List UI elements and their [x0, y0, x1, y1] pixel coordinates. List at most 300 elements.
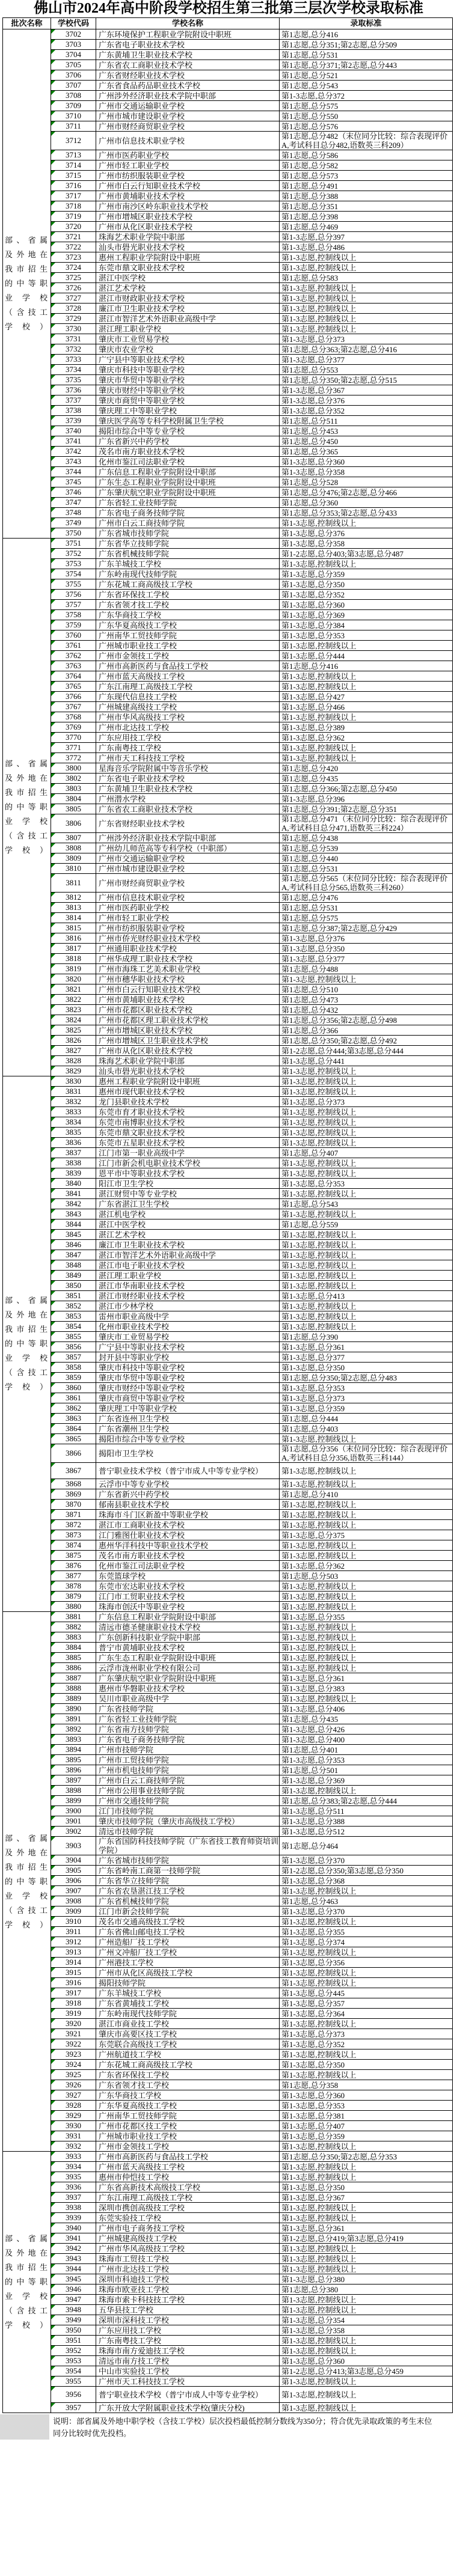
table-row — [3, 1816, 453, 1827]
school-name-cell: 湛江理工职业学校 — [96, 1271, 280, 1281]
school-code-cell: 3822 — [51, 995, 96, 1005]
green-triangle-icon — [51, 579, 55, 584]
table-row — [3, 579, 453, 590]
school-name-cell: 肇庆市工业贸易学校 — [96, 334, 280, 344]
standard-cell: 第1-3志愿,总分486 — [280, 242, 453, 252]
green-triangle-icon — [51, 2366, 55, 2370]
table-row — [3, 2315, 453, 2325]
green-triangle-icon — [51, 1342, 55, 1346]
school-name-cell: 汕头市礐光职业技术学校 — [96, 242, 280, 252]
school-name-cell: 广东羊城技工学校 — [96, 1988, 280, 1998]
standard-cell: 第1-3志愿,控制线以上 — [280, 1322, 453, 1332]
school-name-cell: 广州市花都区技工学校 — [96, 2121, 280, 2131]
green-triangle-icon — [51, 40, 55, 44]
school-name-cell: 雷州市职业高级中学 — [96, 1311, 280, 1322]
school-code-cell: 3887 — [51, 1673, 96, 1683]
table-row — [3, 1673, 453, 1683]
green-triangle-icon — [51, 2029, 55, 2033]
table-row — [3, 2244, 453, 2254]
standard-cell: 第1志愿,总分388 — [280, 191, 453, 201]
green-triangle-icon — [51, 528, 55, 533]
school-name-cell: 广州文冲船厂技工学校 — [96, 1947, 280, 1958]
standard-cell: 第1-3志愿,控制线以上 — [280, 671, 453, 682]
standard-cell: 第1-3志愿,总分427 — [280, 692, 453, 702]
standard-cell: 第1-3志愿,总分370 — [280, 1855, 453, 1866]
standard-cell: 第1志愿,总分473 — [280, 995, 453, 1005]
school-name-cell: 肇庆市商贸中等职业学校 — [96, 395, 280, 406]
green-triangle-icon — [51, 518, 55, 522]
school-name-cell: 清远市南方技工学校 — [96, 2356, 280, 2366]
school-code-cell: 3912 — [51, 1937, 96, 1947]
standard-cell: 第1-3志愿,控制线以上 — [280, 2264, 453, 2274]
school-code-cell: 3957 — [51, 2403, 96, 2413]
school-code-cell: 3950 — [51, 2325, 96, 2336]
school-name-cell: 湛江市智洋艺术外语职业高级中学 — [96, 1250, 280, 1260]
school-code-cell: 3765 — [51, 682, 96, 692]
standard-cell: 第1志愿,总分575 — [280, 101, 453, 111]
green-triangle-icon — [51, 375, 55, 379]
standard-cell: 第1-3志愿,控制线以上 — [280, 2162, 453, 2172]
school-name-cell: 珠海市欧亚技工学校 — [96, 2285, 280, 2295]
green-triangle-icon — [51, 893, 55, 897]
green-triangle-icon — [51, 923, 55, 927]
school-name-cell: 广宁县中等职业技术学校 — [96, 1342, 280, 1352]
standard-cell: 第1志愿,总分380 — [280, 2285, 453, 2295]
standard-cell: 第1-3志愿,控制线以上 — [280, 2376, 453, 2387]
school-code-cell: 3831 — [51, 1087, 96, 1097]
standard-cell: 第1志愿,总分435 — [280, 774, 453, 784]
school-code-cell: 3718 — [51, 201, 96, 212]
batch-name-cell: 部、省属及外地在我市招生的中等职业学校（含技工学校） — [3, 1612, 51, 2152]
standard-cell: 第1-3志愿,总分364 — [280, 2009, 453, 2019]
standard-cell: 第1-3志愿,控制线以上 — [280, 263, 453, 273]
school-name-cell: 广东省高新技术高级技工学校 — [96, 2182, 280, 2193]
table-row — [3, 171, 453, 181]
school-name-cell: 广东省技师学院 — [96, 1704, 280, 1714]
table-row — [3, 2070, 453, 2080]
standard-cell: 第1-3志愿,控制线以上 — [280, 1271, 453, 1281]
table-row — [3, 1571, 453, 1581]
green-triangle-icon — [51, 1520, 55, 1524]
green-triangle-icon — [51, 2403, 55, 2407]
standard-cell: 第1志愿,总分491 — [280, 181, 453, 191]
school-name-cell: 东莞联合高级技工学校 — [96, 2039, 280, 2050]
table-row — [3, 1005, 453, 1015]
green-triangle-icon — [51, 1046, 55, 1050]
table-row — [3, 2346, 453, 2356]
table-row — [3, 539, 453, 549]
school-name-cell: 广东华夏高级技工学校 — [96, 2101, 280, 2111]
school-code-cell: 3762 — [51, 651, 96, 661]
table-row — [3, 1291, 453, 1301]
standard-cell: 第1志愿,总分356（末位同分比较：综合表现评价A,考试科目总分356,语数英三科144） — [280, 1444, 453, 1463]
standard-cell: 第1志愿,总分576 — [280, 121, 453, 132]
standard-cell: 第1-3志愿,控制线以上 — [280, 2295, 453, 2305]
school-name-cell: 广州市天工科技技工学校 — [96, 2376, 280, 2387]
table-row — [3, 1500, 453, 1510]
green-triangle-icon — [51, 324, 55, 328]
school-code-cell: 3739 — [51, 416, 96, 426]
green-triangle-icon — [51, 2295, 55, 2299]
school-code-cell: 3837 — [51, 1148, 96, 1158]
school-code-cell: 3817 — [51, 944, 96, 954]
table-row — [3, 395, 453, 406]
standard-cell: 第1-3志愿,控制线以上 — [280, 1250, 453, 1260]
green-triangle-icon — [51, 132, 55, 136]
table-row — [3, 132, 453, 150]
school-code-cell: 3890 — [51, 1704, 96, 1714]
school-name-cell: 广州市电子商务技工学校 — [96, 2223, 280, 2233]
green-triangle-icon — [51, 1489, 55, 1494]
school-name-cell: 广州潜水学校 — [96, 794, 280, 804]
standard-cell: 第1志愿,总分366;第2志愿,总分450 — [280, 784, 453, 794]
standard-cell: 第1-3志愿,总分368 — [280, 1876, 453, 1886]
school-name-cell: 化州市鉴江司法职业学校 — [96, 457, 280, 467]
standard-cell: 第1志愿,总分398 — [280, 212, 453, 222]
green-triangle-icon — [51, 1927, 55, 1931]
green-triangle-icon — [51, 1291, 55, 1295]
school-code-cell: 3871 — [51, 1510, 96, 1520]
school-name-cell: 广州市技师学院 — [96, 1745, 280, 1755]
green-triangle-icon — [51, 864, 55, 868]
table-row — [3, 1510, 453, 1520]
school-code-cell: 3807 — [51, 833, 96, 843]
school-name-cell: 广州市蓝天高级技工学校 — [96, 671, 280, 682]
table-row — [3, 774, 453, 784]
school-code-cell: 3834 — [51, 1117, 96, 1128]
school-code-cell: 3884 — [51, 1643, 96, 1653]
green-triangle-icon — [51, 1036, 55, 1040]
table-row — [3, 2080, 453, 2090]
table-row — [3, 1622, 453, 1632]
school-code-cell: 3888 — [51, 1683, 96, 1694]
green-triangle-icon — [51, 1393, 55, 1397]
standard-cell: 第1-3志愿,控制线以上 — [280, 304, 453, 314]
school-code-cell: 3710 — [51, 111, 96, 121]
school-code-cell: 3865 — [51, 1434, 96, 1444]
green-triangle-icon — [51, 2090, 55, 2095]
standard-cell: 第1-3志愿,总分373 — [280, 1097, 453, 1107]
school-name-cell: 廉江市卫生职业技术学校 — [96, 1240, 280, 1250]
standard-cell: 第1-3志愿,总分426 — [280, 1724, 453, 1735]
school-code-cell: 3838 — [51, 1158, 96, 1168]
school-name-cell: 广东省领才技工学校 — [96, 600, 280, 610]
table-row — [3, 2336, 453, 2346]
school-name-cell: 湛江市少林学校 — [96, 1301, 280, 1311]
school-code-cell: 3942 — [51, 2244, 96, 2254]
table-row — [3, 722, 453, 733]
green-triangle-icon — [51, 232, 55, 236]
table-row — [3, 314, 453, 324]
school-name-cell: 东莞篮球学校 — [96, 1571, 280, 1581]
table-row — [3, 833, 453, 843]
green-triangle-icon — [51, 1530, 55, 1534]
school-code-cell: 3847 — [51, 1250, 96, 1260]
green-triangle-icon — [51, 995, 55, 999]
table-row — [3, 1755, 453, 1765]
green-triangle-icon — [51, 1653, 55, 1657]
green-triangle-icon — [51, 913, 55, 917]
table-row — [3, 1906, 453, 1917]
table-row — [3, 1896, 453, 1906]
green-triangle-icon — [51, 610, 55, 614]
school-code-cell: 3859 — [51, 1373, 96, 1383]
school-name-cell: 广东省环保技工学校 — [96, 590, 280, 600]
school-name-cell: 广东华商技工学校 — [96, 2090, 280, 2101]
standard-cell: 第1-3志愿,总分362 — [280, 1561, 453, 1571]
school-code-cell: 3953 — [51, 2356, 96, 2366]
school-name-cell: 广州市北达技工学校 — [96, 722, 280, 733]
school-code-cell: 3751 — [51, 539, 96, 549]
school-code-cell: 3945 — [51, 2274, 96, 2285]
school-code-cell: 3928 — [51, 2101, 96, 2111]
school-name-cell: 广东应用技工学校 — [96, 733, 280, 743]
school-name-cell: 广州市从化区高级技工学校 — [96, 1968, 280, 1978]
table-row — [3, 2101, 453, 2111]
table-row — [3, 1561, 453, 1571]
school-name-cell: 广东肇庆航空职业学院附设中职班 — [96, 487, 280, 498]
footnote: 说明：部省属及外地中职学校（含技工学校）层次投档最低控制分数线为350分；符合优先录取政策的考生末位同分比较时优先投档。 — [53, 2417, 432, 2438]
school-code-cell: 3769 — [51, 722, 96, 733]
green-triangle-icon — [51, 2274, 55, 2278]
green-triangle-icon — [51, 661, 55, 665]
school-code-cell: 3940 — [51, 2223, 96, 2233]
school-name-cell: 广州市城市建设职业学校 — [96, 111, 280, 121]
table-row — [3, 1168, 453, 1179]
standard-cell: 第1-3志愿,总分373 — [280, 2029, 453, 2039]
school-name-cell: 广州市城市建设职业学校 — [96, 864, 280, 874]
standard-cell: 第1志愿,总分350;第2志愿,总分483 — [280, 1373, 453, 1383]
standard-cell: 第1-3志愿,控制线以上 — [280, 974, 453, 984]
table-row — [3, 1947, 453, 1958]
green-triangle-icon — [51, 2009, 55, 2013]
table-row — [3, 1866, 453, 1876]
batch-name-cell: 部、省属及外地在我市招生的中等职业学校（含技工学校） — [3, 1076, 51, 1612]
school-code-cell: 3842 — [51, 1199, 96, 1209]
school-code-cell: 3712 — [51, 132, 96, 150]
table-row — [3, 385, 453, 395]
standard-cell: 第1志愿,总分488 — [280, 964, 453, 974]
table-row — [3, 406, 453, 416]
table-row — [3, 1917, 453, 1927]
green-triangle-icon — [51, 1414, 55, 1418]
school-name-cell: 珠海市斗门区新盈中等职业学校 — [96, 1510, 280, 1520]
green-triangle-icon — [51, 774, 55, 778]
school-name-cell: 江门市技师学院 — [96, 1806, 280, 1816]
table-row — [3, 191, 453, 201]
green-triangle-icon — [51, 784, 55, 788]
standard-cell: 第1-3志愿,控制线以上 — [280, 1479, 453, 1489]
school-name-cell: 惠州工程职业学院附设中职班 — [96, 1076, 280, 1087]
school-code-cell: 3813 — [51, 903, 96, 913]
standard-cell: 第1-3志愿,控制线以上 — [280, 641, 453, 651]
school-code-cell: 3858 — [51, 1363, 96, 1373]
green-triangle-icon — [51, 1786, 55, 1790]
school-name-cell: 广东省食品药品职业技术学校 — [96, 81, 280, 91]
standard-cell: 第1-2志愿,总分413;第3志愿,总分459 — [280, 2366, 453, 2376]
green-triangle-icon — [51, 283, 55, 287]
school-name-cell: 广州市白云行知职业技术学校 — [96, 181, 280, 191]
table-row — [3, 1958, 453, 1968]
school-name-cell: 普宁职业技术学校（普宁市成人中等专业学校） — [96, 1463, 280, 1479]
school-name-cell: 广东省岭南工商第一技师学院 — [96, 1866, 280, 1876]
green-triangle-icon — [51, 1816, 55, 1821]
school-name-cell: 广东现代信息技工学校 — [96, 692, 280, 702]
green-triangle-icon — [51, 2101, 55, 2105]
school-code-cell: 3839 — [51, 1168, 96, 1179]
table-row — [3, 984, 453, 995]
table-row — [3, 263, 453, 273]
table-row — [3, 1592, 453, 1602]
school-name-cell: 广东信息工程职业学院附设中职部 — [96, 467, 280, 477]
green-triangle-icon — [51, 763, 55, 768]
school-name-cell: 化州市职业技术学校 — [96, 1322, 280, 1332]
table-row — [3, 1332, 453, 1342]
green-triangle-icon — [51, 1806, 55, 1810]
green-triangle-icon — [51, 1775, 55, 1780]
table-row — [3, 1311, 453, 1322]
standard-cell: 第1-3志愿,控制线以上 — [280, 293, 453, 304]
green-triangle-icon — [51, 1735, 55, 1739]
school-code-cell: 3703 — [51, 40, 96, 50]
green-triangle-icon — [51, 29, 55, 34]
standard-cell: 第1-3志愿,总分361 — [280, 1342, 453, 1352]
school-name-cell: 广东黄埔卫生职业技术学校 — [96, 784, 280, 794]
standard-cell: 第1-3志愿,总分377 — [280, 954, 453, 964]
school-code-cell: 3814 — [51, 913, 96, 923]
school-name-cell: 惠州市仲恺技工学校 — [96, 2172, 280, 2182]
green-triangle-icon — [51, 2141, 55, 2146]
school-name-cell: 广州市工贸技师学院 — [96, 1755, 280, 1765]
school-name-cell: 肇庆理工中等职业学校 — [96, 406, 280, 416]
standard-cell: 第1志愿,总分476;第2志愿,总分466 — [280, 487, 453, 498]
standard-cell: 第1志愿,总分469 — [280, 222, 453, 232]
standard-cell: 第1-3志愿,控制线以上 — [280, 1632, 453, 1643]
standard-cell: 第1-3志愿,总分352 — [280, 2039, 453, 2050]
green-triangle-icon — [51, 365, 55, 369]
green-triangle-icon — [51, 273, 55, 277]
standard-cell: 第1-3志愿,控制线以上 — [280, 1663, 453, 1673]
table-row — [3, 1937, 453, 1947]
standard-cell: 第1-3志愿,控制线以上 — [280, 682, 453, 692]
school-name-cell: 广州市黄埔职业技术学校 — [96, 995, 280, 1005]
school-name-cell: 恩平市中等职业技术学校 — [96, 1168, 280, 1179]
table-row — [3, 416, 453, 426]
standard-cell: 第1志愿,总分531 — [280, 864, 453, 874]
green-triangle-icon — [51, 1683, 55, 1688]
standard-cell: 第1-3志愿,总分356 — [280, 1958, 453, 1968]
standard-cell: 第1-3志愿,控制线以上 — [280, 1209, 453, 1219]
standard-cell: 第1-3志愿,控制线以上 — [280, 753, 453, 763]
school-name-cell: 东莞市鼎文职业技术学校 — [96, 263, 280, 273]
green-triangle-icon — [51, 1444, 55, 1448]
green-triangle-icon — [51, 2325, 55, 2330]
standard-cell: 第1-3志愿,控制线以上 — [280, 1886, 453, 1896]
school-code-cell: 3920 — [51, 2019, 96, 2029]
green-triangle-icon — [51, 201, 55, 206]
green-triangle-icon — [51, 620, 55, 624]
green-triangle-icon — [51, 467, 55, 471]
school-code-cell: 3744 — [51, 467, 96, 477]
standard-cell: 第1-3志愿,总分355 — [280, 1927, 453, 1937]
school-code-cell: 3866 — [51, 1444, 96, 1463]
table-row — [3, 111, 453, 121]
school-name-cell: 广州市轻工职业学校 — [96, 160, 280, 171]
table-row — [3, 304, 453, 314]
standard-cell: 第1-3志愿,控制线以上 — [280, 743, 453, 753]
green-triangle-icon — [51, 1663, 55, 1667]
school-code-cell: 3894 — [51, 1745, 96, 1755]
table-row — [3, 1551, 453, 1561]
table-row — [3, 600, 453, 610]
table-row — [3, 1056, 453, 1066]
green-triangle-icon — [51, 385, 55, 389]
school-code-cell: 3850 — [51, 1281, 96, 1291]
school-name-cell: 湛江市财政职业技术学校 — [96, 293, 280, 304]
green-triangle-icon — [51, 1087, 55, 1091]
green-triangle-icon — [51, 60, 55, 64]
standard-cell: 第1志愿,总分444 — [280, 1414, 453, 1424]
table-row — [3, 2050, 453, 2060]
school-name-cell: 普宁职业技术学校（普宁市成人中等专业学校） — [96, 2387, 280, 2403]
school-code-cell: 3924 — [51, 2060, 96, 2070]
green-triangle-icon — [51, 903, 55, 907]
school-name-cell: 揭阳市综合中等专业学校 — [96, 426, 280, 436]
standard-cell: 第1-3志愿,总分369 — [280, 1775, 453, 1786]
school-name-cell: 广州城市职业技工学校 — [96, 2131, 280, 2141]
green-triangle-icon — [51, 242, 55, 246]
school-name-cell: 广东环境保护工程职业学院附设中职班 — [96, 29, 280, 40]
school-code-cell: 3819 — [51, 964, 96, 974]
standard-cell: 第1-3志愿,控制线以上 — [280, 559, 453, 569]
green-triangle-icon — [51, 1602, 55, 1606]
school-name-cell: 惠州市华磐职业技术学校 — [96, 1683, 280, 1694]
batch-name-cell: 部、省属及外地在我市招生的中等职业学校（含技工学校） — [3, 29, 51, 539]
table-row — [3, 641, 453, 651]
table-row — [3, 1281, 453, 1291]
school-name-cell: 广东开放大学附属职业技术学校(肇庆分校) — [96, 2403, 280, 2413]
green-triangle-icon — [51, 1138, 55, 1142]
table-row — [3, 1066, 453, 1076]
school-name-cell: 珠海市南方爱迪技工学校 — [96, 2346, 280, 2356]
standard-cell: 第1志愿,总分416 — [280, 661, 453, 671]
standard-cell: 第1-3志愿,控制线以上 — [280, 1551, 453, 1561]
table-row — [3, 29, 453, 40]
table-row — [3, 201, 453, 212]
school-name-cell: 吴川市职业高级中学 — [96, 1694, 280, 1704]
green-triangle-icon — [51, 416, 55, 420]
school-name-cell: 广州通用职业技术学校 — [96, 944, 280, 954]
green-triangle-icon — [51, 160, 55, 165]
green-triangle-icon — [51, 954, 55, 958]
standard-cell: 第1-3志愿,控制线以上 — [280, 712, 453, 722]
school-code-cell: 3946 — [51, 2285, 96, 2295]
green-triangle-icon — [51, 111, 55, 115]
school-name-cell: 深圳市科迪技工学校 — [96, 2274, 280, 2285]
green-triangle-icon — [51, 682, 55, 686]
school-name-cell: 珠海市索卡科技技工学校 — [96, 2295, 280, 2305]
school-name-cell: 湛江中医学校 — [96, 1219, 280, 1230]
school-name-cell: 广东江南理工高级技工学校 — [96, 2193, 280, 2203]
school-name-cell: 广州市花都区理工职业技术学校 — [96, 1015, 280, 1025]
school-code-cell: 3898 — [51, 1786, 96, 1796]
table-row — [3, 1036, 453, 1046]
standard-cell: 第1志愿,总分553 — [280, 365, 453, 375]
green-triangle-icon — [51, 1755, 55, 1759]
table-row — [3, 1653, 453, 1663]
school-name-cell: 化州市鉴江司法职业学校 — [96, 1561, 280, 1571]
school-name-cell: 中山市实验技工学校 — [96, 2366, 280, 2376]
